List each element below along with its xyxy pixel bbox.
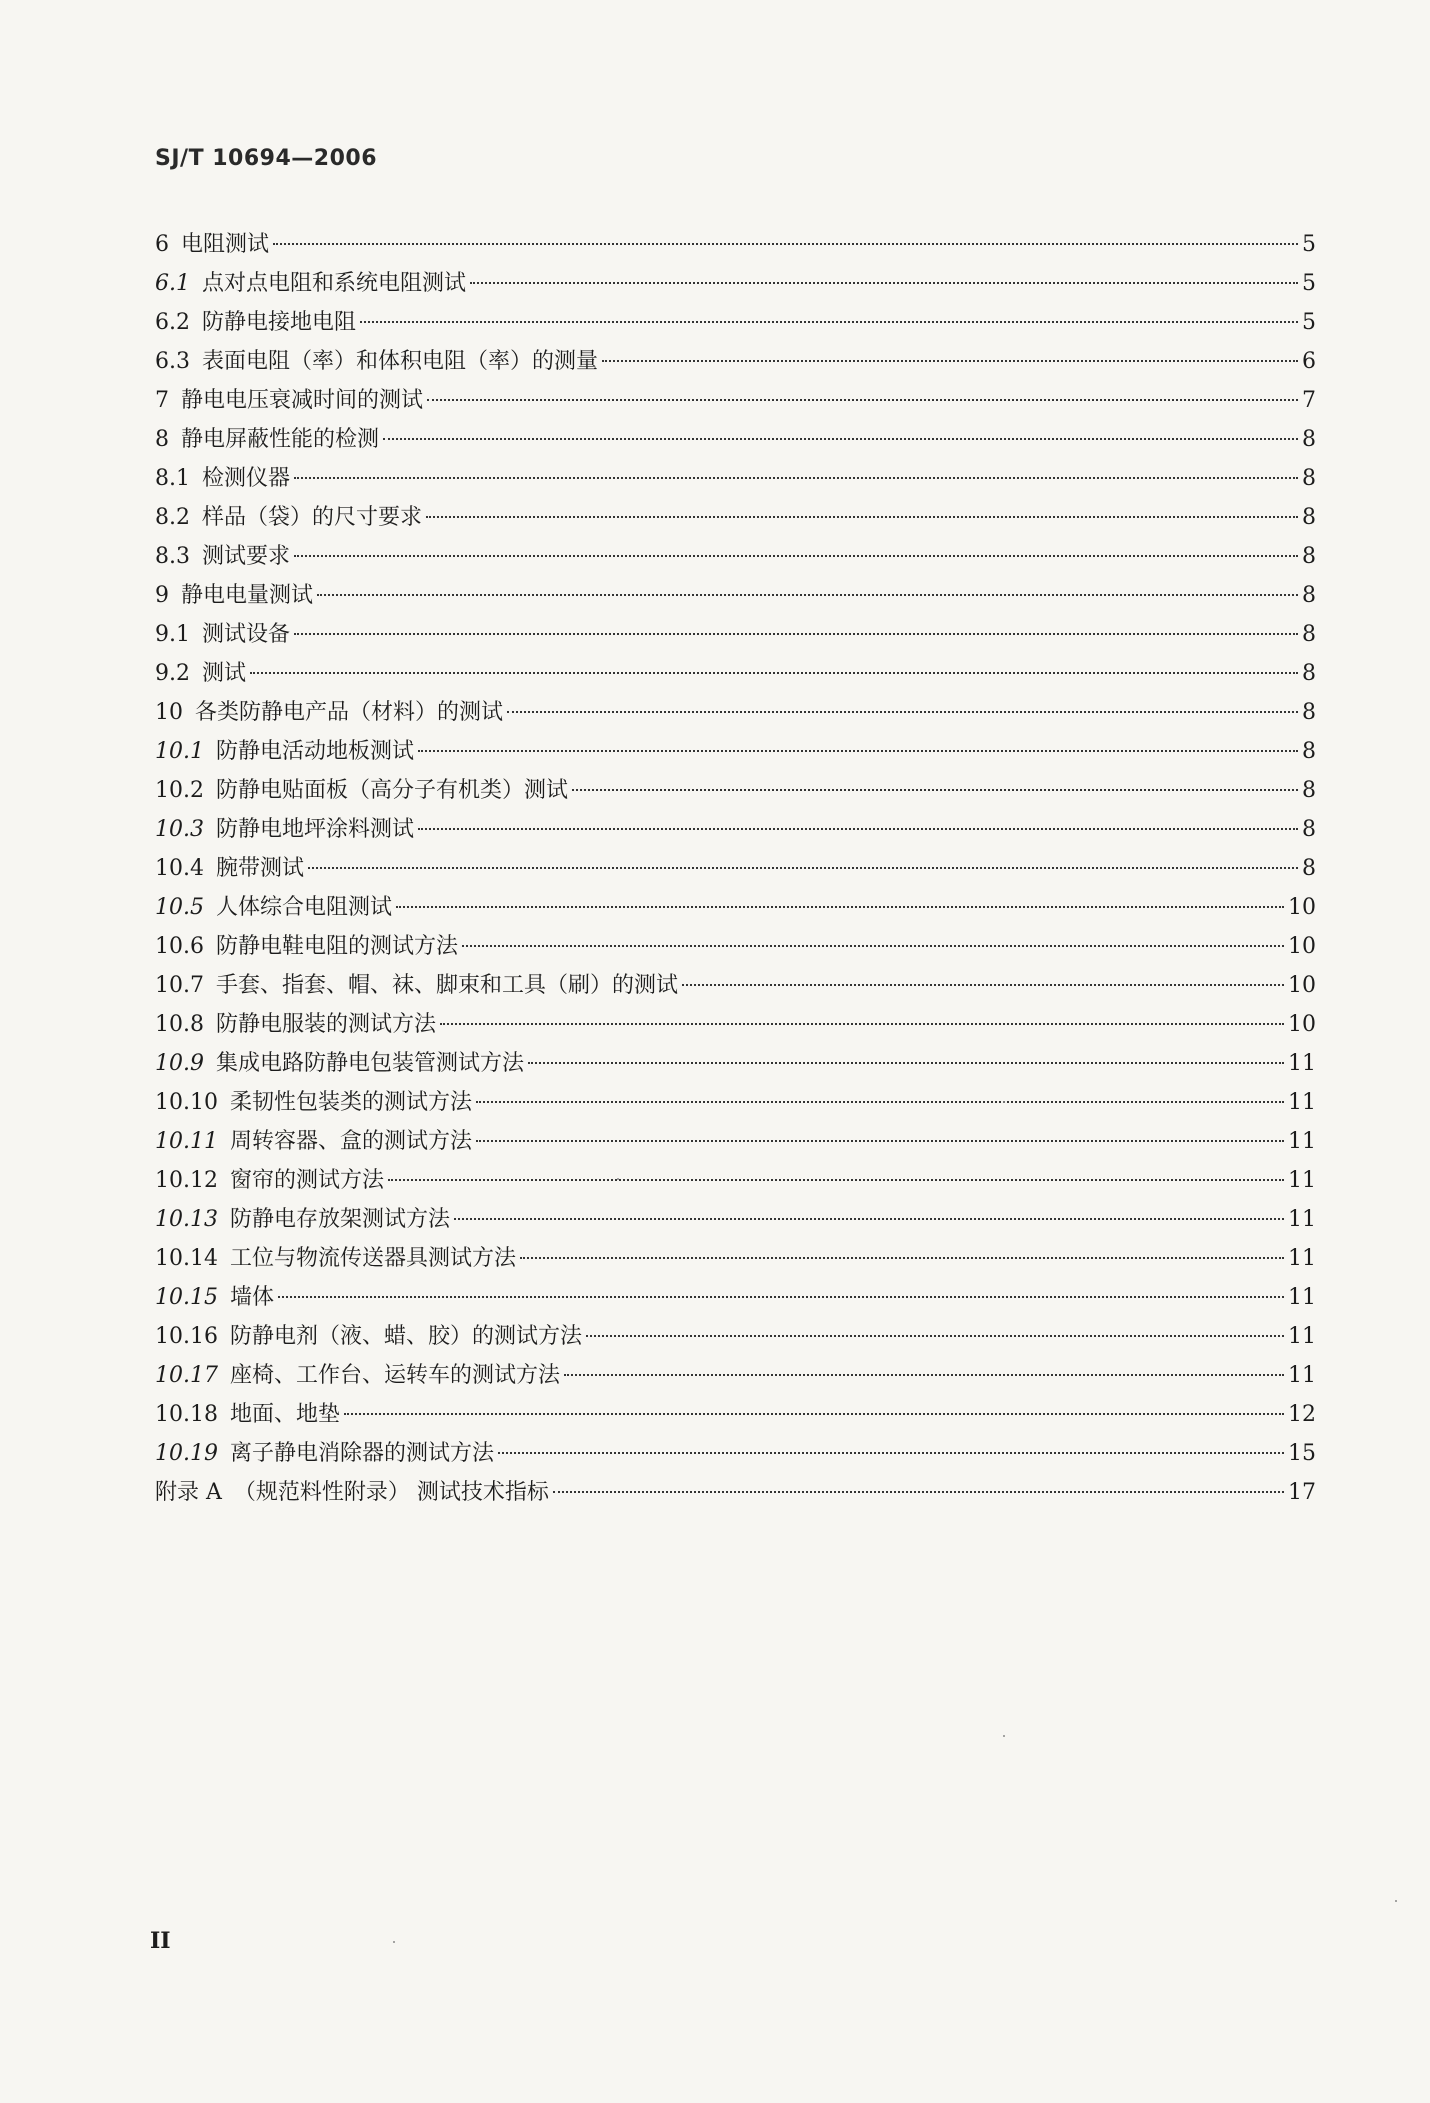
toc-entry-title: 座椅、工作台、运转车的测试方法	[229, 1363, 560, 1388]
toc-entry[interactable]	[155, 888, 1316, 927]
toc-entry-number: 10.8	[155, 1012, 204, 1037]
toc-dot-leader	[498, 1452, 1284, 1454]
toc-entry-page: 10	[1288, 1012, 1316, 1037]
toc-entry-page: 11	[1288, 1168, 1316, 1193]
toc-entry-number: 10.17	[155, 1363, 218, 1388]
toc-entry-title: 防静电活动地板测试	[215, 739, 414, 764]
toc-entry-title: 腕带测试	[215, 856, 304, 881]
toc-dot-leader	[250, 672, 1298, 674]
toc-entry-number: 10.18	[155, 1402, 218, 1427]
toc-entry-title: 工位与物流传送器具测试方法	[229, 1246, 516, 1271]
toc-dot-leader	[388, 1179, 1284, 1181]
toc-entry-number: 9.1	[155, 622, 190, 647]
toc-entry-number: 10.19	[155, 1441, 218, 1466]
toc-entry[interactable]	[155, 225, 1316, 264]
toc-entry[interactable]	[155, 1278, 1316, 1317]
toc-entry[interactable]	[155, 420, 1316, 459]
toc-dot-leader	[418, 828, 1298, 830]
toc-dot-leader	[564, 1374, 1284, 1376]
toc-entry-number: 8.1	[155, 466, 190, 491]
toc-dot-leader	[273, 243, 1298, 245]
toc-entry-page: 8	[1302, 505, 1316, 530]
toc-entry-title: 手套、指套、帽、袜、脚束和工具（刷）的测试	[215, 973, 678, 998]
toc-entry-page: 11	[1288, 1051, 1316, 1076]
toc-entry[interactable]	[155, 615, 1316, 654]
toc-entry-number: 10.1	[155, 739, 204, 764]
toc-entry[interactable]	[155, 732, 1316, 771]
toc-entry[interactable]	[155, 1200, 1316, 1239]
toc-entry-title: 集成电路防静电包装管测试方法	[215, 1051, 524, 1076]
scan-speck	[1003, 1735, 1005, 1737]
toc-entry-number: 10.16	[155, 1324, 218, 1349]
toc-entry-page: 11	[1288, 1285, 1316, 1310]
toc-dot-leader	[682, 984, 1284, 986]
toc-dot-leader	[294, 633, 1298, 635]
toc-dot-leader	[344, 1413, 1284, 1415]
toc-entry-title: 表面电阻（率）和体积电阻（率）的测量	[202, 349, 599, 374]
toc-entry-title: 样品（袋）的尺寸要求	[202, 505, 423, 530]
toc-dot-leader	[476, 1101, 1284, 1103]
toc-entry-title: 防静电贴面板（高分子有机类）测试	[215, 778, 568, 803]
toc-entry-page: 11	[1288, 1129, 1316, 1154]
toc-entry-title: 测试	[202, 661, 247, 686]
toc-entry-title: 墙体	[229, 1285, 274, 1310]
toc-entry-number: 10.11	[155, 1129, 218, 1154]
toc-entry-page: 8	[1302, 583, 1316, 608]
toc-entry-title: 测试设备	[202, 622, 291, 647]
toc-entry-title: 静电电量测试	[181, 583, 314, 608]
toc-dot-leader	[470, 282, 1298, 284]
toc-entry-page: 8	[1302, 856, 1316, 881]
toc-dot-leader	[462, 945, 1284, 947]
toc-dot-leader	[418, 750, 1298, 752]
toc-dot-leader	[396, 906, 1284, 908]
toc-entry-title: 防静电接地电阻	[202, 310, 357, 335]
toc-dot-leader	[476, 1140, 1284, 1142]
toc-entry-page: 11	[1288, 1090, 1316, 1115]
toc-entry[interactable]	[155, 693, 1316, 732]
toc-entry-page: 15	[1288, 1441, 1316, 1466]
toc-entry-title: 点对点电阻和系统电阻测试	[202, 271, 467, 296]
toc-entry-page: 17	[1288, 1480, 1316, 1505]
toc-entry-number: 10.4	[155, 856, 204, 881]
toc-entry[interactable]	[155, 849, 1316, 888]
toc-entry-title: 周转容器、盒的测试方法	[229, 1129, 472, 1154]
toc-dot-leader	[427, 399, 1298, 401]
toc-entry[interactable]	[155, 1161, 1316, 1200]
toc-entry-page: 7	[1302, 388, 1316, 413]
toc-entry-page: 10	[1288, 895, 1316, 920]
toc-entry-title: 电阻测试	[181, 232, 270, 257]
toc-entry-number: 10.9	[155, 1051, 204, 1076]
toc-entry[interactable]	[155, 1434, 1316, 1473]
standard-code-header: SJ/T 10694—2006	[155, 146, 377, 171]
toc-entry-page: 10	[1288, 934, 1316, 959]
toc-dot-leader	[553, 1491, 1284, 1493]
toc-entry[interactable]	[155, 810, 1316, 849]
toc-entry[interactable]	[155, 1005, 1316, 1044]
toc-entry-number: 10.14	[155, 1246, 218, 1271]
toc-entry-page: 6	[1302, 349, 1316, 374]
toc-entry-number: 10.2	[155, 778, 204, 803]
toc-entry-page: 8	[1302, 427, 1316, 452]
table-of-contents	[155, 225, 1316, 1512]
toc-entry[interactable]	[155, 264, 1316, 303]
toc-entry-number: 6.2	[155, 310, 190, 335]
toc-entry-title: 离子静电消除器的测试方法	[229, 1441, 494, 1466]
toc-entry[interactable]	[155, 1395, 1316, 1434]
toc-entry-page: 11	[1288, 1324, 1316, 1349]
toc-entry-title: 各类防静电产品（材料）的测试	[195, 700, 504, 725]
toc-entry-number: 6.3	[155, 349, 190, 374]
toc-dot-leader	[294, 555, 1298, 557]
toc-entry[interactable]	[155, 1356, 1316, 1395]
toc-entry-title: 检测仪器	[202, 466, 291, 491]
toc-entry-page: 10	[1288, 973, 1316, 998]
toc-entry-number: 附录 A	[155, 1480, 222, 1505]
toc-entry[interactable]	[155, 459, 1316, 498]
toc-entry-number: 8	[155, 427, 169, 452]
toc-dot-leader	[586, 1335, 1284, 1337]
toc-entry-page: 8	[1302, 466, 1316, 491]
toc-entry-number: 10.10	[155, 1090, 218, 1115]
toc-entry[interactable]	[155, 966, 1316, 1005]
toc-entry-title: 地面、地垫	[229, 1402, 340, 1427]
scan-speck	[1003, 1101, 1005, 1103]
scan-speck	[393, 1941, 395, 1943]
toc-entry[interactable]	[155, 537, 1316, 576]
toc-entry-number: 10	[155, 700, 183, 725]
toc-dot-leader	[528, 1062, 1284, 1064]
toc-dot-leader	[308, 867, 1298, 869]
toc-dot-leader	[278, 1296, 1284, 1298]
toc-entry-number: 8.2	[155, 505, 190, 530]
toc-entry[interactable]	[155, 1317, 1316, 1356]
toc-entry-title: 防静电剂（液、蜡、胶）的测试方法	[229, 1324, 582, 1349]
toc-entry-page: 8	[1302, 700, 1316, 725]
toc-entry-title: 防静电地坪涂料测试	[215, 817, 414, 842]
toc-entry-title: 柔韧性包装类的测试方法	[229, 1090, 472, 1115]
toc-entry-number: 10.12	[155, 1168, 218, 1193]
toc-entry[interactable]	[155, 1122, 1316, 1161]
toc-entry[interactable]	[155, 303, 1316, 342]
toc-dot-leader	[317, 594, 1298, 596]
toc-entry[interactable]	[155, 1044, 1316, 1083]
toc-dot-leader	[507, 711, 1298, 713]
toc-entry-title: 防静电存放架测试方法	[229, 1207, 450, 1232]
toc-entry[interactable]	[155, 381, 1316, 420]
toc-entry[interactable]	[155, 1239, 1316, 1278]
toc-entry-number: 10.15	[155, 1285, 218, 1310]
toc-dot-leader	[294, 477, 1298, 479]
toc-entry-number: 6.1	[155, 271, 190, 296]
toc-dot-leader	[440, 1023, 1284, 1025]
toc-dot-leader	[572, 789, 1298, 791]
toc-entry[interactable]	[155, 342, 1316, 381]
toc-entry-number: 6	[155, 232, 169, 257]
toc-entry-page: 8	[1302, 739, 1316, 764]
toc-dot-leader	[383, 438, 1298, 440]
toc-entry-title: （规范料性附录） 测试技术指标	[233, 1480, 549, 1505]
toc-entry-title: 防静电鞋电阻的测试方法	[215, 934, 458, 959]
toc-entry-number: 10.5	[155, 895, 204, 920]
toc-entry-page: 5	[1302, 232, 1316, 257]
toc-dot-leader	[520, 1257, 1284, 1259]
toc-entry-title: 静电电压衰减时间的测试	[181, 388, 424, 413]
toc-dot-leader	[602, 360, 1298, 362]
toc-entry-number: 8.3	[155, 544, 190, 569]
toc-entry[interactable]	[155, 498, 1316, 537]
toc-entry[interactable]	[155, 1473, 1316, 1512]
toc-entry-number: 9	[155, 583, 169, 608]
page-number: II	[150, 1928, 171, 1954]
toc-entry[interactable]	[155, 771, 1316, 810]
toc-entry[interactable]	[155, 654, 1316, 693]
toc-entry-page: 8	[1302, 817, 1316, 842]
toc-entry-page: 5	[1302, 310, 1316, 335]
toc-entry[interactable]	[155, 927, 1316, 966]
toc-entry-page: 5	[1302, 271, 1316, 296]
toc-entry-title: 测试要求	[202, 544, 291, 569]
toc-dot-leader	[360, 321, 1298, 323]
toc-entry-title: 静电屏蔽性能的检测	[181, 427, 380, 452]
toc-entry-page: 8	[1302, 778, 1316, 803]
toc-entry-number: 10.7	[155, 973, 204, 998]
toc-entry-title: 窗帘的测试方法	[229, 1168, 384, 1193]
toc-entry-number: 7	[155, 388, 169, 413]
toc-entry[interactable]	[155, 1083, 1316, 1122]
scan-speck	[1395, 1900, 1397, 1902]
toc-dot-leader	[454, 1218, 1284, 1220]
toc-entry[interactable]	[155, 576, 1316, 615]
toc-entry-page: 11	[1288, 1363, 1316, 1388]
toc-entry-page: 11	[1288, 1207, 1316, 1232]
scan-speck	[617, 1178, 619, 1180]
toc-entry-title: 人体综合电阻测试	[215, 895, 392, 920]
toc-entry-page: 8	[1302, 544, 1316, 569]
toc-entry-page: 8	[1302, 661, 1316, 686]
toc-dot-leader	[426, 516, 1298, 518]
toc-entry-page: 8	[1302, 622, 1316, 647]
toc-entry-number: 10.6	[155, 934, 204, 959]
toc-entry-number: 9.2	[155, 661, 190, 686]
toc-entry-number: 10.13	[155, 1207, 218, 1232]
toc-entry-page: 12	[1288, 1402, 1316, 1427]
toc-entry-page: 11	[1288, 1246, 1316, 1271]
toc-entry-number: 10.3	[155, 817, 204, 842]
toc-entry-title: 防静电服装的测试方法	[215, 1012, 436, 1037]
